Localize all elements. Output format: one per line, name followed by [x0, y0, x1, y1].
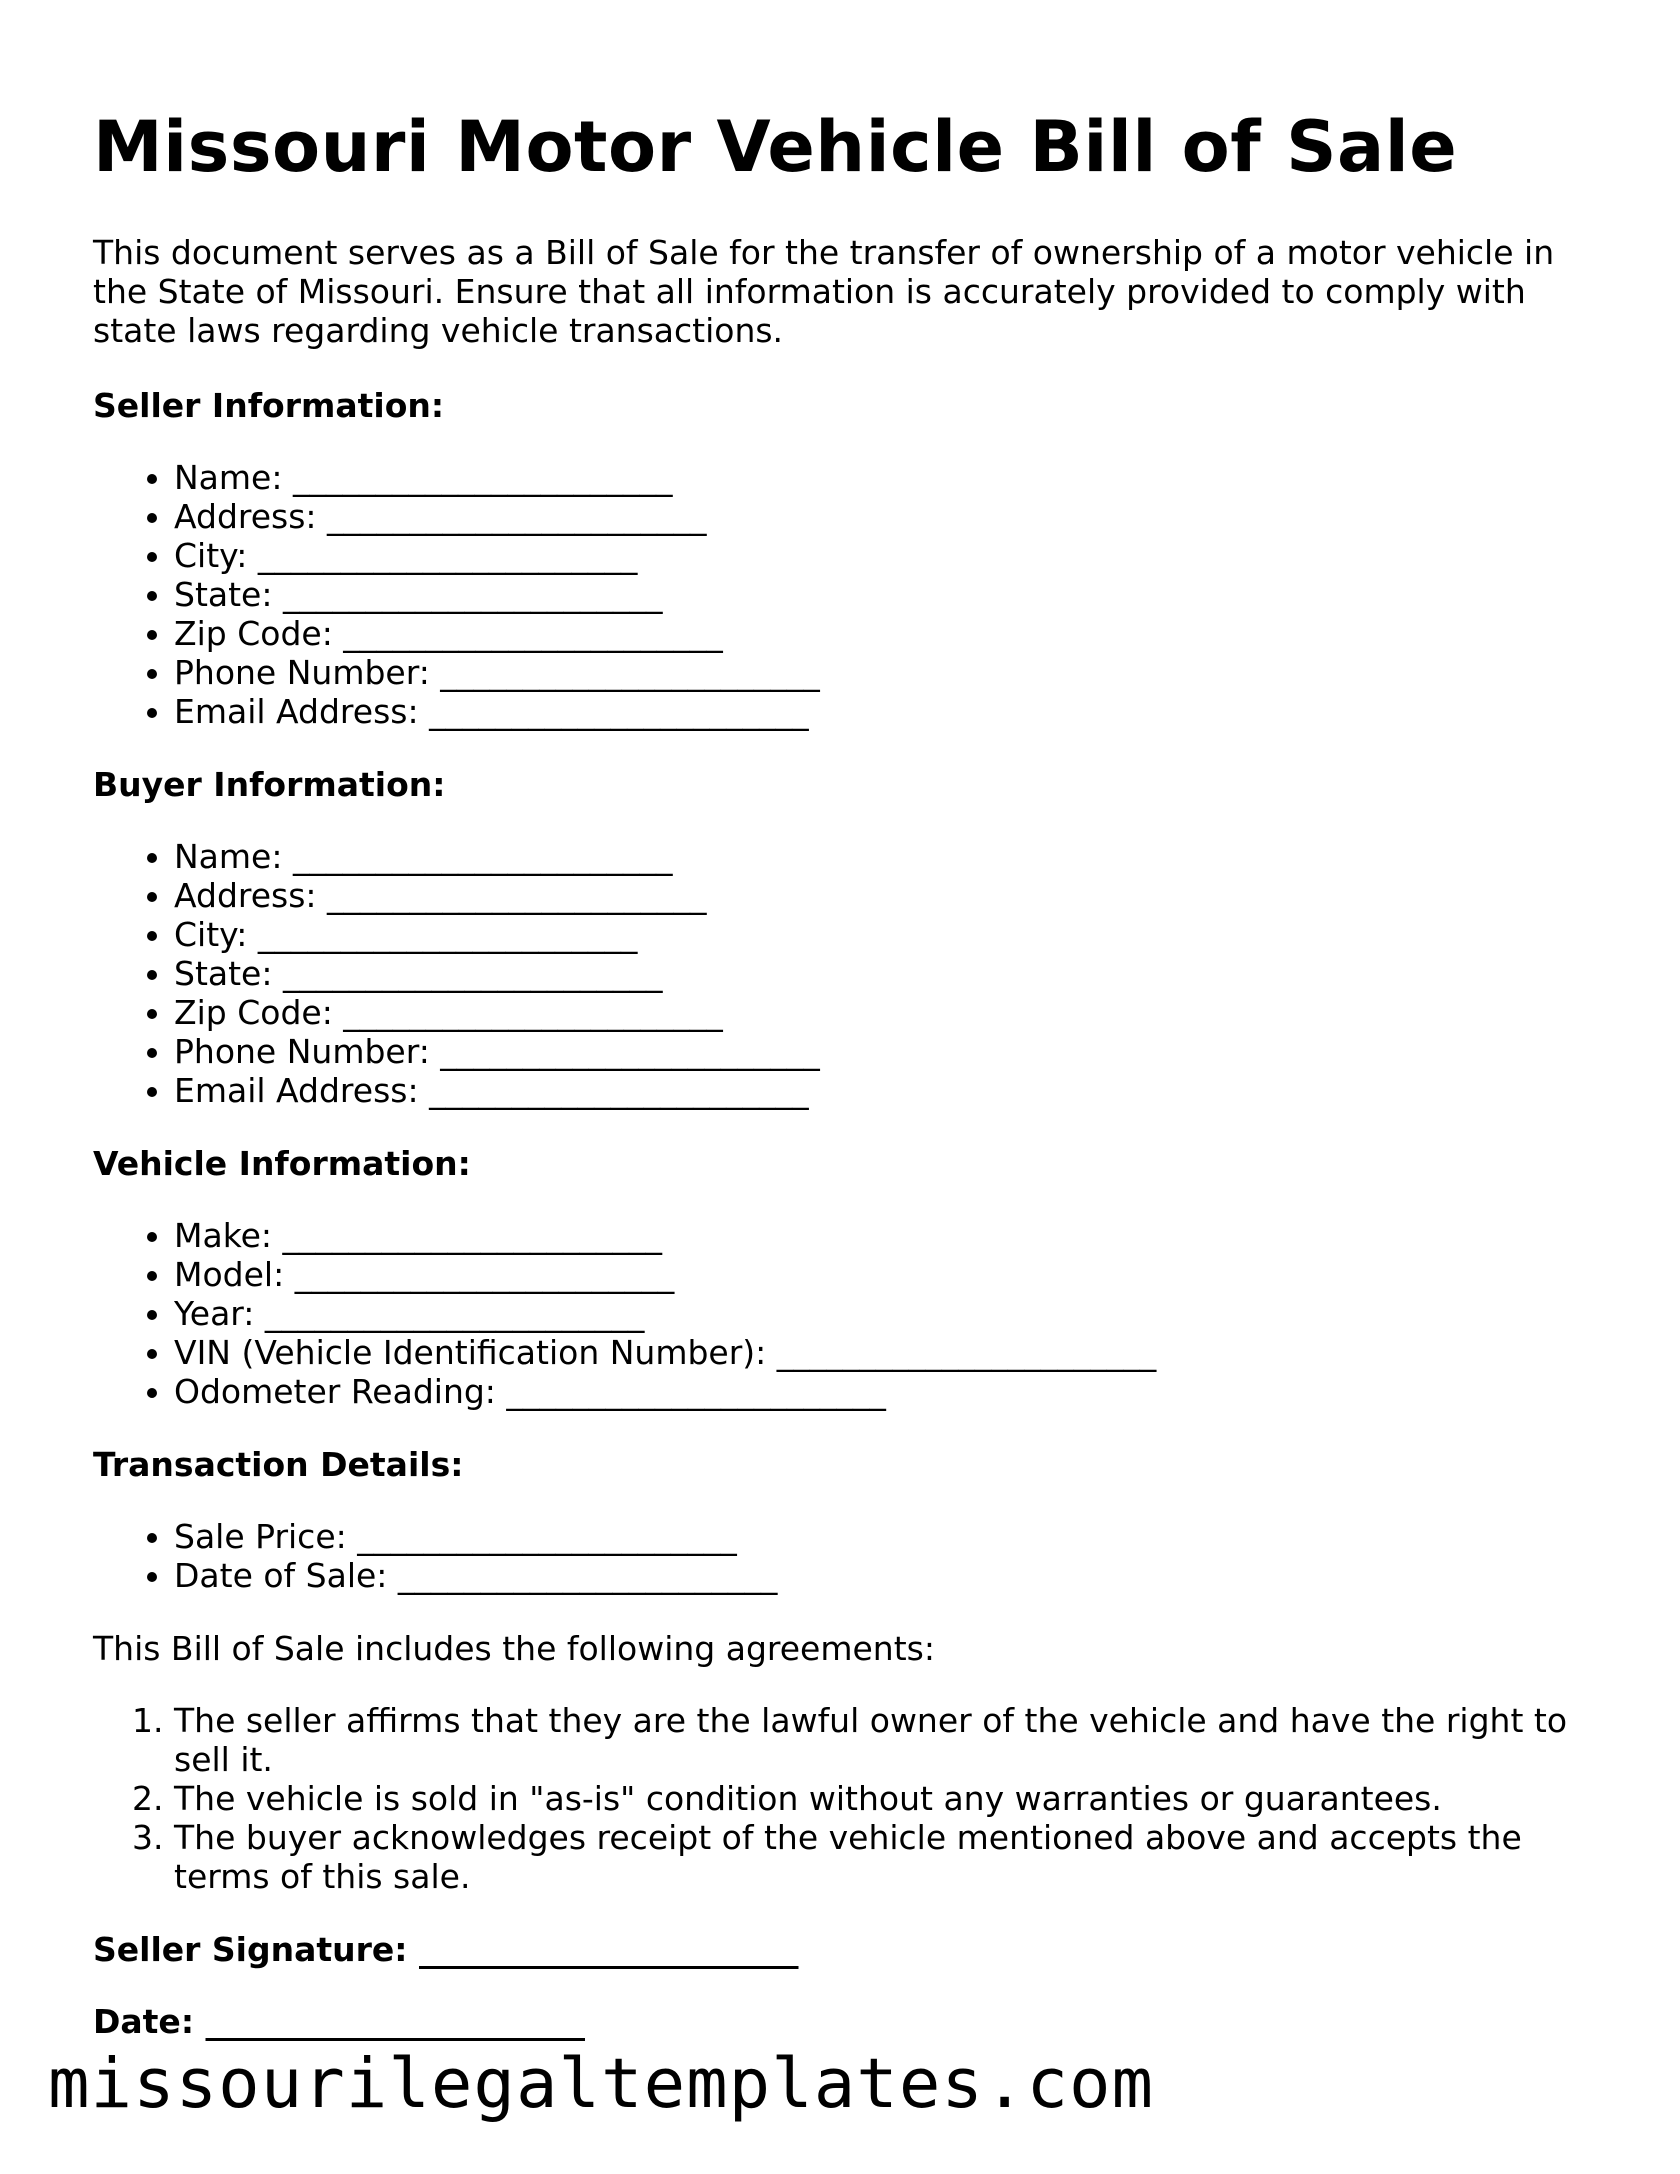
date-of-sale-field: • Date of Sale: _______________________	[174, 1556, 1593, 1595]
seller-city-field: • City: _______________________	[174, 536, 1593, 575]
seller-field-list	[93, 458, 1593, 731]
vehicle-vin-field: • VIN (Vehicle Identification Number): _______________________	[174, 1333, 1593, 1372]
agreements-list	[93, 1701, 1593, 1896]
buyer-phone-field: • Phone Number: _______________________	[174, 1032, 1593, 1071]
intro-paragraph: This document serves as a Bill of Sale for the transfer of ownership of a motor vehicle in the State of Missouri. Ensure that all information is accurately provided to comply with state laws regarding vehicle transactions.	[93, 233, 1555, 350]
agreement-item: 3. The buyer acknowledges receipt of the vehicle mentioned above and accepts the terms of this sale.	[174, 1818, 1593, 1896]
agreements-intro: This Bill of Sale includes the following agreements:	[93, 1629, 935, 1668]
buyer-email-field: • Email Address: _______________________	[174, 1071, 1593, 1110]
buyer-address-field: • Address: _______________________	[174, 876, 1593, 915]
buyer-field-list	[93, 837, 1593, 1110]
vehicle-field-list	[93, 1216, 1593, 1411]
signature-date-line: Date: _______________________	[93, 2002, 586, 2041]
agreement-item: 1. The seller affirms that they are the lawful owner of the vehicle and have the right to sell it.	[174, 1701, 1593, 1779]
seller-phone-field: • Phone Number: _______________________	[174, 653, 1593, 692]
seller-address-field: • Address: _______________________	[174, 497, 1593, 536]
sale-price-field: • Sale Price: _______________________	[174, 1517, 1593, 1556]
vehicle-model-field: • Model: _______________________	[174, 1255, 1593, 1294]
transaction-section-heading: Transaction Details:	[93, 1445, 464, 1484]
vehicle-year-field: • Year: _______________________	[174, 1294, 1593, 1333]
buyer-city-field: • City: _______________________	[174, 915, 1593, 954]
seller-email-field: • Email Address: _______________________	[174, 692, 1593, 731]
document-page	[93, 105, 1593, 2074]
agreement-item: 2. The vehicle is sold in "as-is" condition without any warranties or guarantees.	[174, 1779, 1593, 1818]
seller-name-field: • Name: _______________________	[174, 458, 1593, 497]
buyer-zip-field: • Zip Code: _______________________	[174, 993, 1593, 1032]
seller-section-heading: Seller Information:	[93, 386, 445, 425]
seller-signature-line: Seller Signature: _______________________	[93, 1930, 799, 1969]
document-title: Missouri Motor Vehicle Bill of Sale	[93, 106, 1458, 188]
seller-state-field: • State: _______________________	[174, 575, 1593, 614]
transaction-field-list	[93, 1517, 1593, 1595]
site-watermark: missourilegaltemplates.com	[48, 2044, 1155, 2124]
buyer-section-heading: Buyer Information:	[93, 765, 446, 804]
seller-zip-field: • Zip Code: _______________________	[174, 614, 1593, 653]
buyer-name-field: • Name: _______________________	[174, 837, 1593, 876]
vehicle-section-heading: Vehicle Information:	[93, 1144, 471, 1183]
vehicle-odometer-field: • Odometer Reading: _______________________	[174, 1372, 1593, 1411]
buyer-state-field: • State: _______________________	[174, 954, 1593, 993]
vehicle-make-field: • Make: _______________________	[174, 1216, 1593, 1255]
